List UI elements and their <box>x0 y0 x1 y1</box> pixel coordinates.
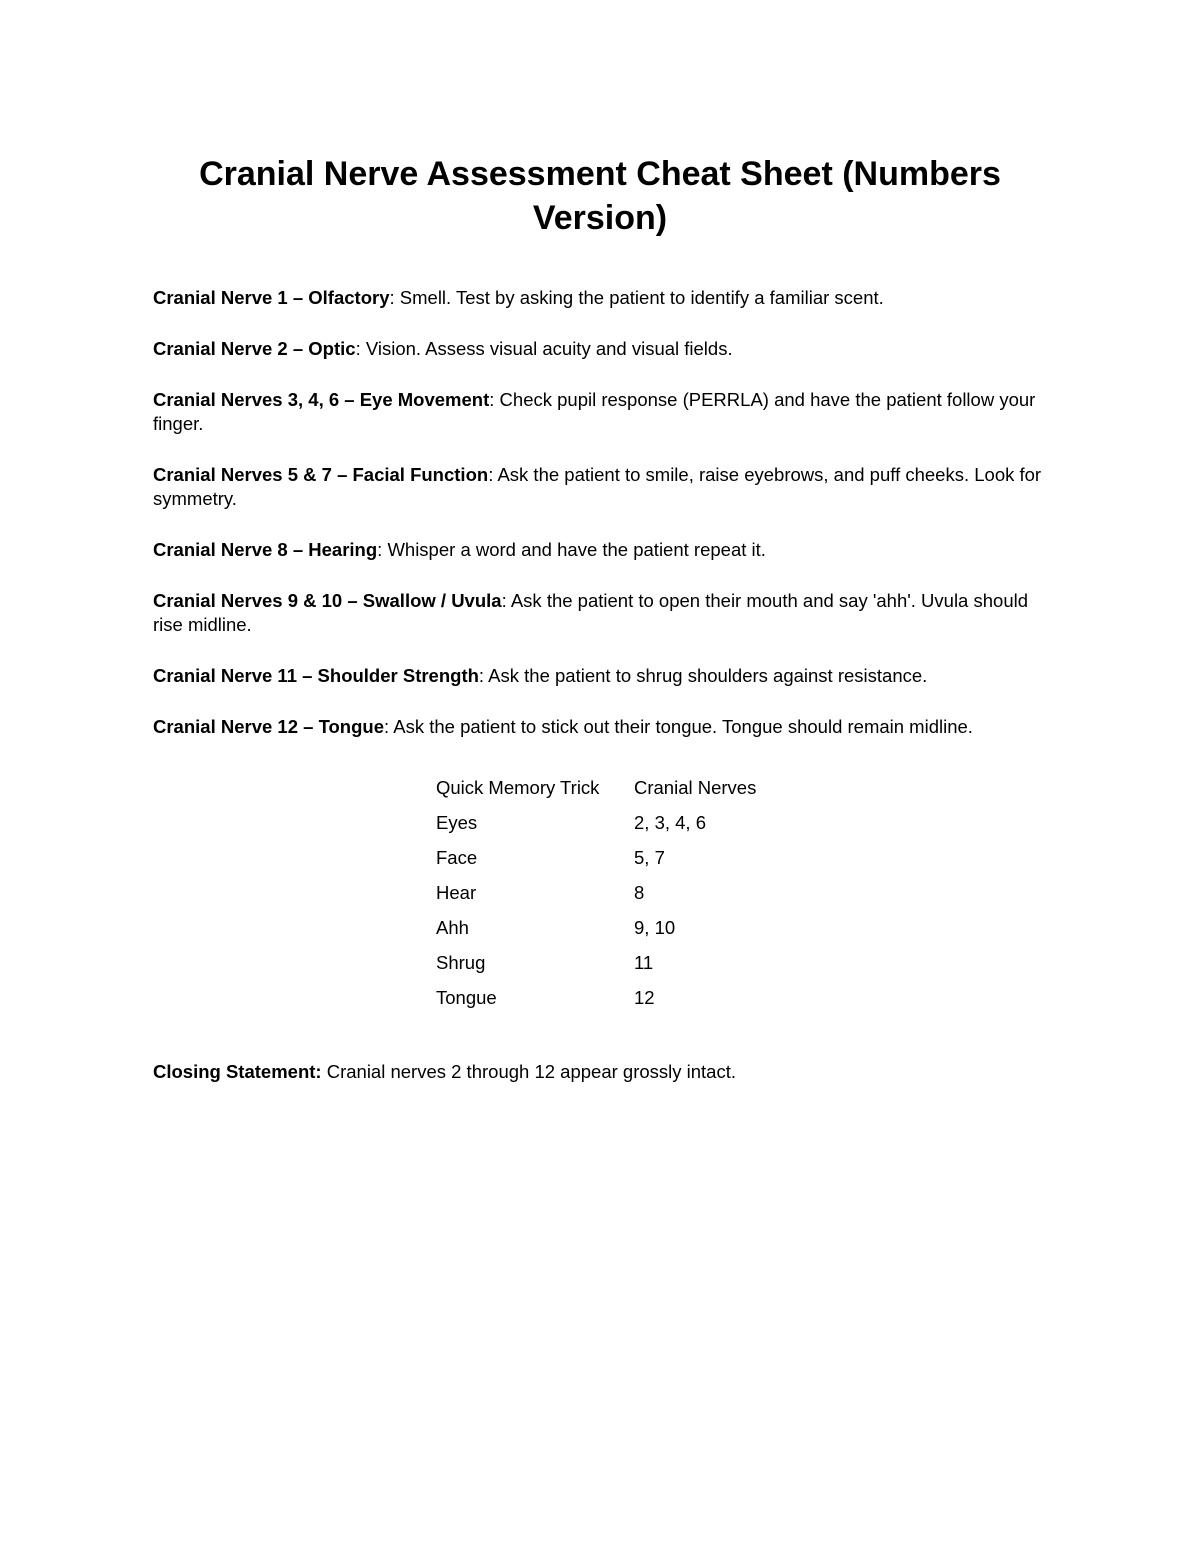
nerve-entry-description: : Vision. Assess visual acuity and visual fields. <box>355 338 733 359</box>
nerve-entry-tongue <box>153 715 1058 739</box>
table-cell-trick: Tongue <box>436 986 497 1008</box>
nerve-entry-description: : Smell. Test by asking the patient to identify a familiar scent. <box>389 287 884 308</box>
table-row <box>428 875 802 910</box>
nerve-entry-description: : Check pupil response (PERRLA) and have the patient follow your finger. <box>153 389 1036 434</box>
closing-statement-label: Closing Statement: <box>153 1061 322 1082</box>
table-cell-nerves: 5, 7 <box>634 846 665 868</box>
table-cell-trick: Hear <box>436 881 477 903</box>
nerve-entry-description: : Whisper a word and have the patient repeat it. <box>377 539 766 560</box>
table-cell-trick: Face <box>436 846 478 868</box>
nerve-entry-heading: Cranial Nerve 11 – Shoulder Strength <box>153 665 479 686</box>
nerve-entry-swallow-uvula <box>153 589 1058 637</box>
nerve-entry-eye-movement <box>153 388 1058 436</box>
nerve-entry-heading: Cranial Nerves 3, 4, 6 – Eye Movement <box>153 389 490 410</box>
nerve-entry-heading: Cranial Nerve 8 – Hearing <box>153 539 378 560</box>
table-row <box>428 910 802 945</box>
nerve-entry-description: : Ask the patient to open their mouth and say 'ahh'. Uvula should rise midline. <box>153 590 1029 635</box>
table-cell-nerves: 9, 10 <box>634 916 676 938</box>
table-row <box>428 840 802 875</box>
page-title: Cranial Nerve Assessment Cheat Sheet (Numbers Version) <box>199 155 1001 237</box>
nerve-entry-heading: Cranial Nerve 12 – Tongue <box>153 716 384 737</box>
table-row <box>428 945 802 980</box>
table-cell-nerves: 2, 3, 4, 6 <box>634 811 706 833</box>
nerve-entry-heading: Cranial Nerves 9 & 10 – Swallow / Uvula <box>153 590 502 611</box>
table-header-row <box>428 770 802 805</box>
table-cell-trick: Shrug <box>436 951 486 973</box>
nerve-entry-optic <box>153 337 1058 361</box>
nerve-entry-facial-function <box>153 463 1058 511</box>
table-cell-trick: Ahh <box>436 916 469 938</box>
table-cell-nerves: 12 <box>634 986 655 1008</box>
nerve-entry-shoulder-strength <box>153 664 1058 688</box>
table-row <box>428 805 802 840</box>
table-cell-nerves: 11 <box>634 951 654 973</box>
nerve-entry-description: : Ask the patient to stick out their tongue. Tongue should remain midline. <box>384 716 973 737</box>
table-header-cranial-nerves: Cranial Nerves <box>634 776 757 798</box>
table-header-memory-trick: Quick Memory Trick <box>436 776 600 798</box>
nerve-entry-description: : Ask the patient to shrug shoulders against resistance. <box>478 665 928 686</box>
nerve-entry-description: : Ask the patient to smile, raise eyebrows, and puff cheeks. Look for symmetry. <box>153 464 1042 509</box>
nerve-entry-olfactory <box>153 286 1058 310</box>
table-cell-trick: Eyes <box>436 811 478 833</box>
table-cell-nerves: 8 <box>634 881 645 903</box>
nerve-entry-heading: Cranial Nerve 1 – Olfactory <box>153 287 390 308</box>
closing-statement-text: Cranial nerves 2 through 12 appear grossly intact. <box>321 1061 737 1082</box>
nerve-entry-heading: Cranial Nerve 2 – Optic <box>153 338 356 359</box>
nerve-entry-heading: Cranial Nerves 5 & 7 – Facial Function <box>153 464 489 485</box>
nerve-entry-hearing <box>153 538 1058 562</box>
closing-statement <box>153 1060 1058 1084</box>
memory-trick-table <box>428 770 802 1015</box>
table-row <box>428 980 802 1015</box>
nerve-entry-list <box>153 286 1058 766</box>
